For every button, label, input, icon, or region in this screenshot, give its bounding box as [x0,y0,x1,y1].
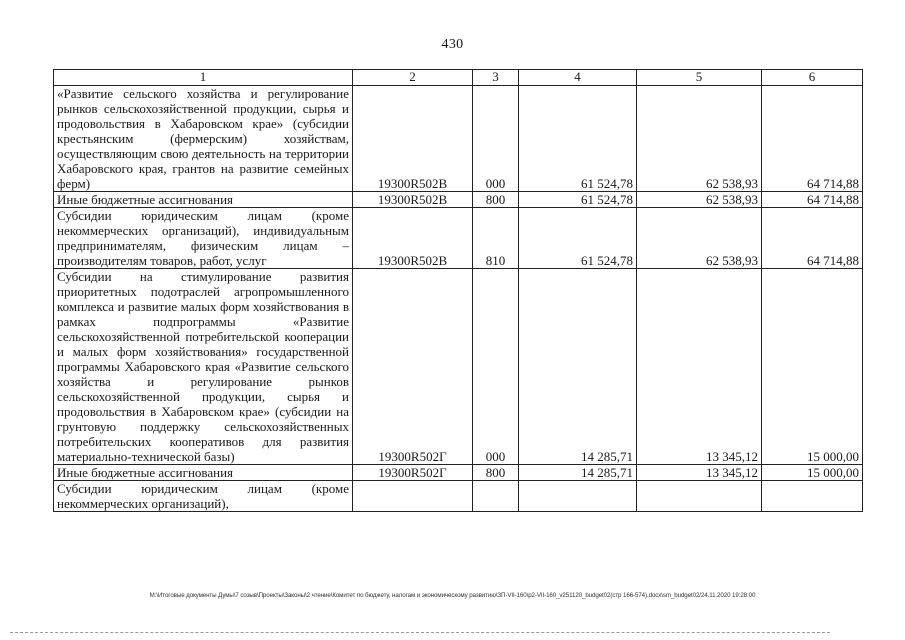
column-header: 6 [762,70,863,86]
budget-table [53,69,863,512]
table-row [54,465,863,481]
column-header: 1 [54,70,353,86]
row-value-2023: 64 714,88 [762,192,863,208]
row-code: 19300R502В [353,86,473,192]
row-value-2023 [762,481,863,512]
row-value-2023: 64 714,88 [762,208,863,269]
row-expense-type: 810 [473,208,519,269]
row-name: Иные бюджетные ассигнования [54,192,353,208]
row-value-2023: 15 000,00 [762,465,863,481]
column-header: 4 [519,70,637,86]
row-value-2021: 61 524,78 [519,192,637,208]
row-value-2023: 15 000,00 [762,269,863,465]
row-name: Субсидии юридическим лицам (кроме некоммерческих организаций), индивидуальным предпринимателям, физическим лицам – производителям товаров, работ, услуг [54,208,353,269]
row-name: Субсидии юридическим лицам (кроме некоммерческих организаций), [54,481,353,512]
row-value-2021: 14 285,71 [519,269,637,465]
table-header-row [54,70,863,86]
row-value-2021: 14 285,71 [519,465,637,481]
row-name: Субсидии на стимулирование развития приоритетных подотраслей агропромышленного комплекса и развитие малых форм хозяйствования в рамках подпрограммы «Развитие сельскохозяйственной потребительской кооперации и малых форм хозяйствования» государственной программы Хабаровского края «Развитие сельского хозяйства и регулирование рынков сельскохозяйственной продукции, сырья и продовольствия в Хабаровском крае» (субсидии на грунтовую поддержку сельскохозяйственных потребительских кооперативов для развития материально-технической базы) [54,269,353,465]
column-header: 3 [473,70,519,86]
column-header: 2 [353,70,473,86]
row-expense-type [473,481,519,512]
row-value-2023: 64 714,88 [762,86,863,192]
page-number: 430 [441,37,464,52]
row-expense-type: 000 [473,86,519,192]
row-code: 19300R502В [353,208,473,269]
table-row [54,208,863,269]
row-value-2022: 62 538,93 [637,208,762,269]
row-expense-type: 000 [473,269,519,465]
row-value-2022: 13 345,12 [637,465,762,481]
row-code: 19300R502Г [353,465,473,481]
table-row [54,269,863,465]
table-row [54,192,863,208]
row-code [353,481,473,512]
row-value-2021: 61 524,78 [519,86,637,192]
row-name: «Развитие сельского хозяйства и регулирование рынков сельскохозяйственной продукции, сырья и продовольствия в Хабаровском крае» (субсидии крестьянским (фермерским) хозяйствам, осуществляющим свою деятельность на территории Хабаровского края, грантов на развитие семейных ферм) [54,86,353,192]
row-value-2022 [637,481,762,512]
row-value-2021: 61 524,78 [519,208,637,269]
row-expense-type: 800 [473,465,519,481]
row-value-2021 [519,481,637,512]
row-code: 19300R502Г [353,269,473,465]
row-code: 19300R502В [353,192,473,208]
row-name: Иные бюджетные ассигнования [54,465,353,481]
table-row [54,481,863,512]
table-row [54,86,863,192]
document-file-path: M:\Итоговые документы Думы\7 созыв\Проекты\Законы\2 чтение\Комитет по бюджету, налогам и экономическому развитию\ЗП-VII-160\p2-VII-160_v251120_budget02(стр 166-574).docx\sm_budget02/24.11.2020 19:28:00 [149,592,756,599]
page-edge-divider [10,632,830,633]
row-value-2022: 62 538,93 [637,86,762,192]
column-header: 5 [637,70,762,86]
row-value-2022: 62 538,93 [637,192,762,208]
row-value-2022: 13 345,12 [637,269,762,465]
row-expense-type: 800 [473,192,519,208]
